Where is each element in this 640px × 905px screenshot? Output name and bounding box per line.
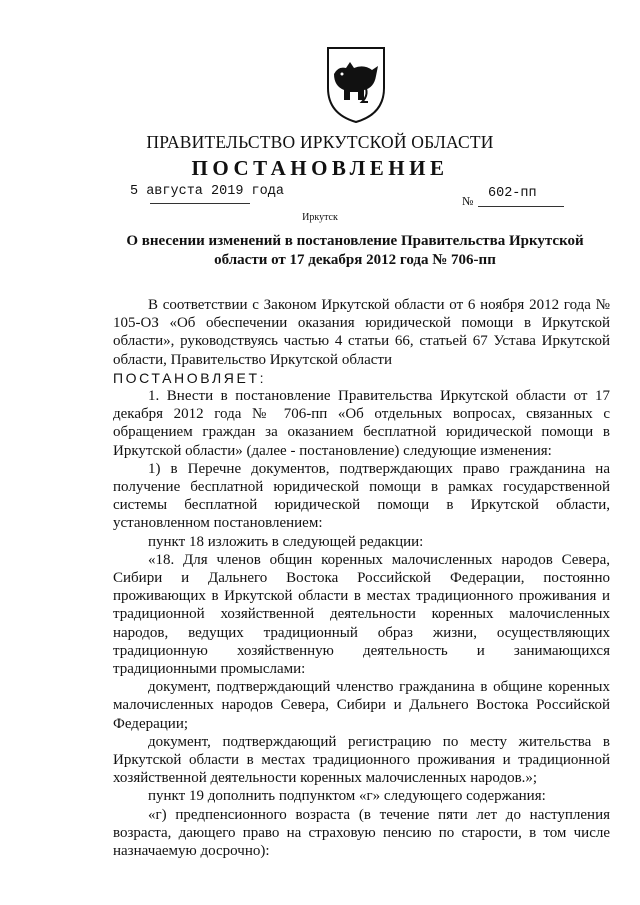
intro-paragraph: В соответствии с Законом Иркутской области от 6 ноября 2012 года № 105-ОЗ «Об обеспечении оказания юридической помощи в Иркутской области», руководствуясь частью 4 статьи 66, статьей 67 Устава Иркутской области, Правительство Иркутской области — [113, 297, 610, 368]
paragraph-7: пункт 19 дополнить подпунктом «г» следующего содержания: — [148, 788, 546, 805]
decree-heading: ПОСТАНОВЛЕНИЕ — [191, 156, 449, 180]
paragraph-4: «18. Для членов общин коренных малочисленных народов Севера, Сибири и Дальнего Востока Российской Федерации, постоянно проживающих в Иркутской области в местах традиционного проживания и традиционной хозяйственной деятельности коренных малочисленных народов, ведущих традиционный образ жизни, осуществляющих традиционную хозяйственную деятельность и занимающихся традиционными промыслами: — [113, 551, 610, 678]
irkutsk-coat-of-arms-icon — [324, 44, 388, 124]
document-title: О внесении изменений в постановление Правительства Иркутской области от 17 декабря 2012 года № 706-пп — [126, 233, 584, 268]
decree-number: 602-пп — [488, 186, 537, 201]
date-underline — [150, 203, 250, 204]
city-name: Иркутск — [302, 212, 338, 223]
paragraph-8: «г) предпенсионного возраста (в течение пяти лет до наступления возраста, дающего право на страховую пенсию по старости, в том числе назначаемую досрочно): — [113, 806, 610, 860]
number-underline — [478, 206, 564, 207]
paragraph-6: документ, подтверждающий регистрацию по месту жительства в Иркутской области в местах традиционного проживания и традиционной хозяйственной деятельности коренных малочисленных народов.»; — [113, 733, 610, 787]
paragraph-3: пункт 18 изложить в следующей редакции: — [148, 533, 424, 550]
paragraph-5: документ, подтверждающий членство гражданина в общине коренных малочисленных народов Севера, Сибири и Дальнего Востока Российской Федерации; — [113, 679, 610, 732]
number-sign: № — [462, 194, 474, 208]
resolve-heading: ПОСТАНОВЛЯЕТ: — [113, 369, 267, 386]
paragraph-2: 1) в Перечне документов, подтверждающих право гражданина на получение бесплатной юридической помощи в рамках государственной системы бесплатной юридической помощи в Иркутской области, установленном постановлением: — [113, 460, 610, 532]
government-name: ПРАВИТЕЛЬСТВО ИРКУТСКОЙ ОБЛАСТИ — [146, 132, 494, 152]
document-body — [113, 296, 610, 860]
decree-date: 5 августа 2019 года — [130, 184, 284, 199]
paragraph-1: 1. Внести в постановление Правительства Иркутской области от 17 декабря 2012 года № 706-пп «Об отдельных вопросах, связанных с обращением граждан за оказанием бесплатной юридической помощи в Иркутской области» (далее - постановление) следующие изменения: — [113, 388, 610, 459]
